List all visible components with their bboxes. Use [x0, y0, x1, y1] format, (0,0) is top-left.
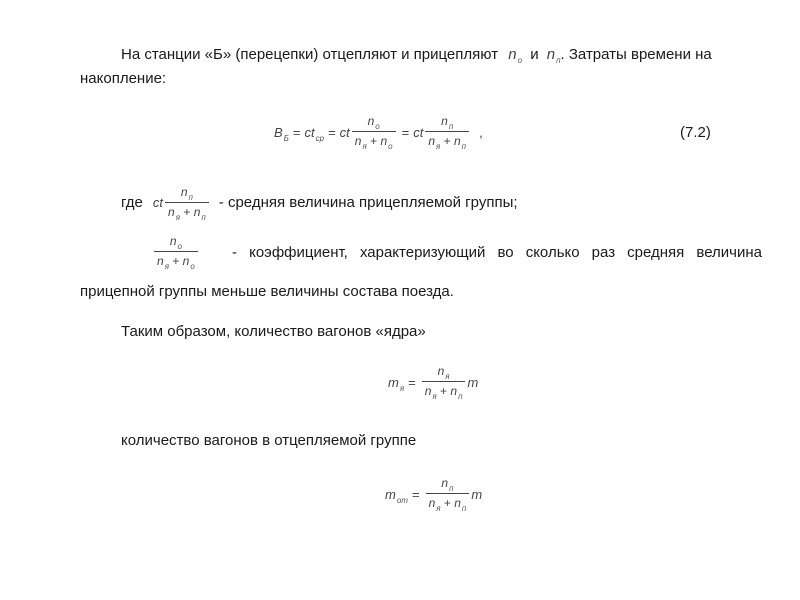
formula-ct-sr: $ct_{ср}$: [304, 124, 325, 143]
equals-sign: =: [328, 124, 336, 140]
where-desc-1: - средняя величина прицепляемой группы;: [218, 194, 518, 211]
equals-sign: =: [408, 374, 416, 390]
formula-ct: ct: [413, 124, 424, 140]
intro-and: и: [530, 46, 539, 63]
equals-sign: =: [411, 486, 420, 502]
fraction-np-over-nya-np-where: $\frac{n_п}{n_я + n_п}$: [165, 185, 209, 221]
formula-lhs-B: $В_Б$: [274, 124, 289, 143]
fraction-np-over-nya-np: $\frac{n_п}{n_я + n_п}$: [425, 114, 469, 150]
fraction-no-over-nya-no-coef: $\frac{n_o}{n_я + n_o}$: [152, 234, 200, 270]
intro-line-2: накопление:: [80, 70, 167, 87]
equals-sign: =: [292, 124, 301, 140]
formula-comma: ,: [479, 124, 483, 140]
core-text: Таким образом, количество вагонов «ядра»: [121, 323, 426, 340]
fraction-no-over-nya-no: $\frac{n_o}{n_я + n_o}$: [352, 114, 396, 150]
formula-m-ot: $m_{от}$ = $\frac{n_п}{n_я + n_п}$ m: [385, 476, 483, 513]
equals-sign: =: [401, 124, 410, 140]
formula-7-2: [274, 114, 483, 150]
symbol-n-p: $n_п$: [546, 46, 561, 65]
intro-text-before: На станции «Б» (перецепки) отцепляют и прицепляют: [121, 46, 499, 63]
symbol-n-o: $n_o$: [508, 46, 523, 65]
formula-m-ya: $m_я$ = $\frac{n_я}{n_я + n_п}$ m: [388, 364, 479, 401]
where-desc-2-line-2: прицепной группы меньше величины состава поезда.: [80, 283, 454, 300]
intro-text-after: . Затраты времени на: [560, 46, 712, 63]
where-ct: ct: [152, 195, 164, 210]
where-desc-2-line-1: - коэффициент, характеризующий во сколько раз средняя величина: [232, 244, 762, 261]
intro-line-1: [121, 46, 712, 66]
where-line: [121, 185, 518, 221]
where-word: где: [121, 194, 143, 211]
formula-ct: ct: [339, 124, 350, 140]
equation-number: (7.2): [680, 124, 711, 141]
detached-text: количество вагонов в отцепляемой группе: [121, 432, 417, 449]
